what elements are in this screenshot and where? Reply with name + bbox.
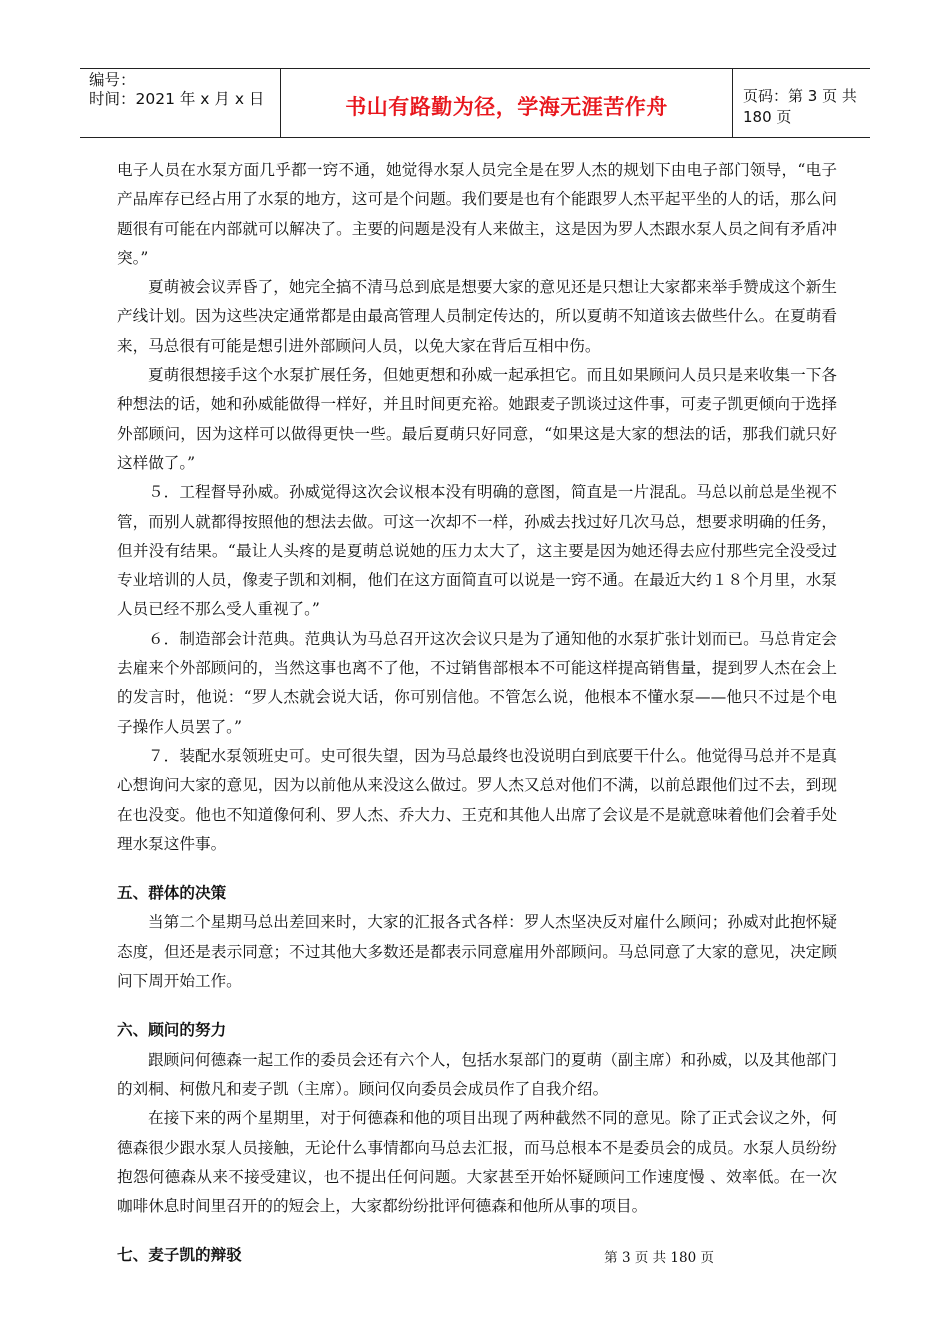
section-heading-6: 六、顾问的努力 [117, 1021, 227, 1040]
section-heading-5: 五、群体的决策 [117, 884, 227, 903]
paragraph-2: 夏萌被会议弄昏了，她完全搞不清马总到底是想要大家的意见还是只想让大家都来举手赞成这个新生产线计划。因为这些决定通常都是由最高管理人员制定传达的，所以夏萌不知道该去做些什么。在夏萌看来，马总很有可能是想引进外部顾问人员，以免大家在背后互相中伤。 [117, 278, 837, 355]
section-heading-7: 七、麦子凯的辩驳 [117, 1246, 242, 1265]
page-header [80, 68, 870, 138]
page-footer [0, 1246, 950, 1266]
header-page-info-cell [733, 69, 870, 137]
footer-page-number: 第 3 页 共 180 页 [604, 1250, 714, 1266]
paragraph-5: ６．制造部会计范典。范典认为马总召开这次会议只是为了通知他的水泵扩张计划而已。马总肯定会去雇来个外部顾问的，当然这事也离不了他，不过销售部根本不可能这样提高销售量，提到罗人杰在会上的发言时，他说：“罗人杰就会说大话，你可别信他。不管怎么说，他根本不懂水泵——他只不过是个电子操作人员罢了。” [117, 629, 837, 736]
header-motto: 书山有路勤为径，学海无涯苦作舟 [345, 95, 668, 119]
paragraph-7: 当第二个星期马总出差回来时，大家的汇报各式各样：罗人杰坚决反对雇什么顾问；孙威对此抱怀疑态度，但还是表示同意；不过其他大多数还是都表示同意雇用外部顾问。马总同意了大家的意见，决定顾问下周开始工作。 [117, 913, 837, 991]
paragraph-3: 夏萌很想接手这个水泵扩展任务，但她更想和孙威一起承担它。而且如果顾问人员只是来收集一下各种想法的话，她和孙威能做得一样好，并且时间更充裕。她跟麦子凯谈过这件事，可麦子凯更倾向于选择外部顾问，因为这样可以做得更快一些。最后夏萌只好同意，“如果这是大家的想法的话，那我们就只好这样做了。” [117, 366, 837, 472]
header-left-cell [80, 69, 281, 137]
document-body [117, 156, 837, 1271]
paragraph-9: 在接下来的两个星期里，对于何德森和他的项目出现了两种截然不同的意见。除了正式会议之外，何德森很少跟水泵人员接触，无论什么事情都向马总去汇报，而马总根本不是委员会的成员。水泵人员纷纷抱怨何德森从来不接受建议，也不提出任何问题。大家甚至开始怀疑顾问工作速度慢 、效率低。在一次咖啡休息时间里召开的的短会上，大家都纷纷批评何德森和他所从事的项目。 [117, 1109, 837, 1216]
header-motto-cell [281, 69, 733, 137]
paragraph-8: 跟顾问何德森一起工作的委员会还有六个人，包括水泵部门的夏萌（副主席）和孙威，以及其他部门的刘桐、柯傲凡和麦子凯（主席）。顾问仅向委员会成员作了自我介绍。 [117, 1050, 837, 1098]
paragraph-4: ５．工程督导孙威。孙威觉得这次会议根本没有明确的意图，简直是一片混乱。马总以前总是坐视不管，而别人就都得按照他的想法去做。可这一次却不一样，孙威去找过好几次马总，想要求明确的任务，但并没有结果。“最让人头疼的是夏萌总说她的压力太大了，这主要是因为她还得去应付那些完全没受过专业培训的人员，像麦子凯和刘桐，他们在这方面简直可以说是一窍不通。在最近大约１８个月里，水泵人员已经不那么受人重视了。” [117, 483, 837, 619]
paragraph-1: 电子人员在水泵方面几乎都一窍不通，她觉得水泵人员完全是在罗人杰的规划下由电子部门领导，“电子产品库存已经占用了水泵的地方，这可是个问题。我们要是也有个能跟罗人杰平起平坐的人的话，那么问题很有可能在内部就可以解决了。主要的问题是没有人来做主，这是因为罗人杰跟水泵人员之间有矛盾冲突。” [117, 161, 837, 267]
document-number-label: 编号： [89, 71, 136, 89]
paragraph-6: ７．装配水泵领班史可。史可很失望，因为马总最终也没说明白到底要干什么。他觉得马总并不是真心想询问大家的意见，因为以前他从来没这么做过。罗人杰又总对他们不满，以前总跟他们过不去，到现在也没变。他也不知道像何利、罗人杰、乔大力、王克和其他人出席了会议是不是就意味着他们会着手处理水泵这件事。 [117, 746, 837, 853]
document-date: 时间：2021 年 x 月 x 日 [89, 90, 265, 108]
header-page-info: 页码：第 3 页 共 180 页 [743, 87, 857, 126]
